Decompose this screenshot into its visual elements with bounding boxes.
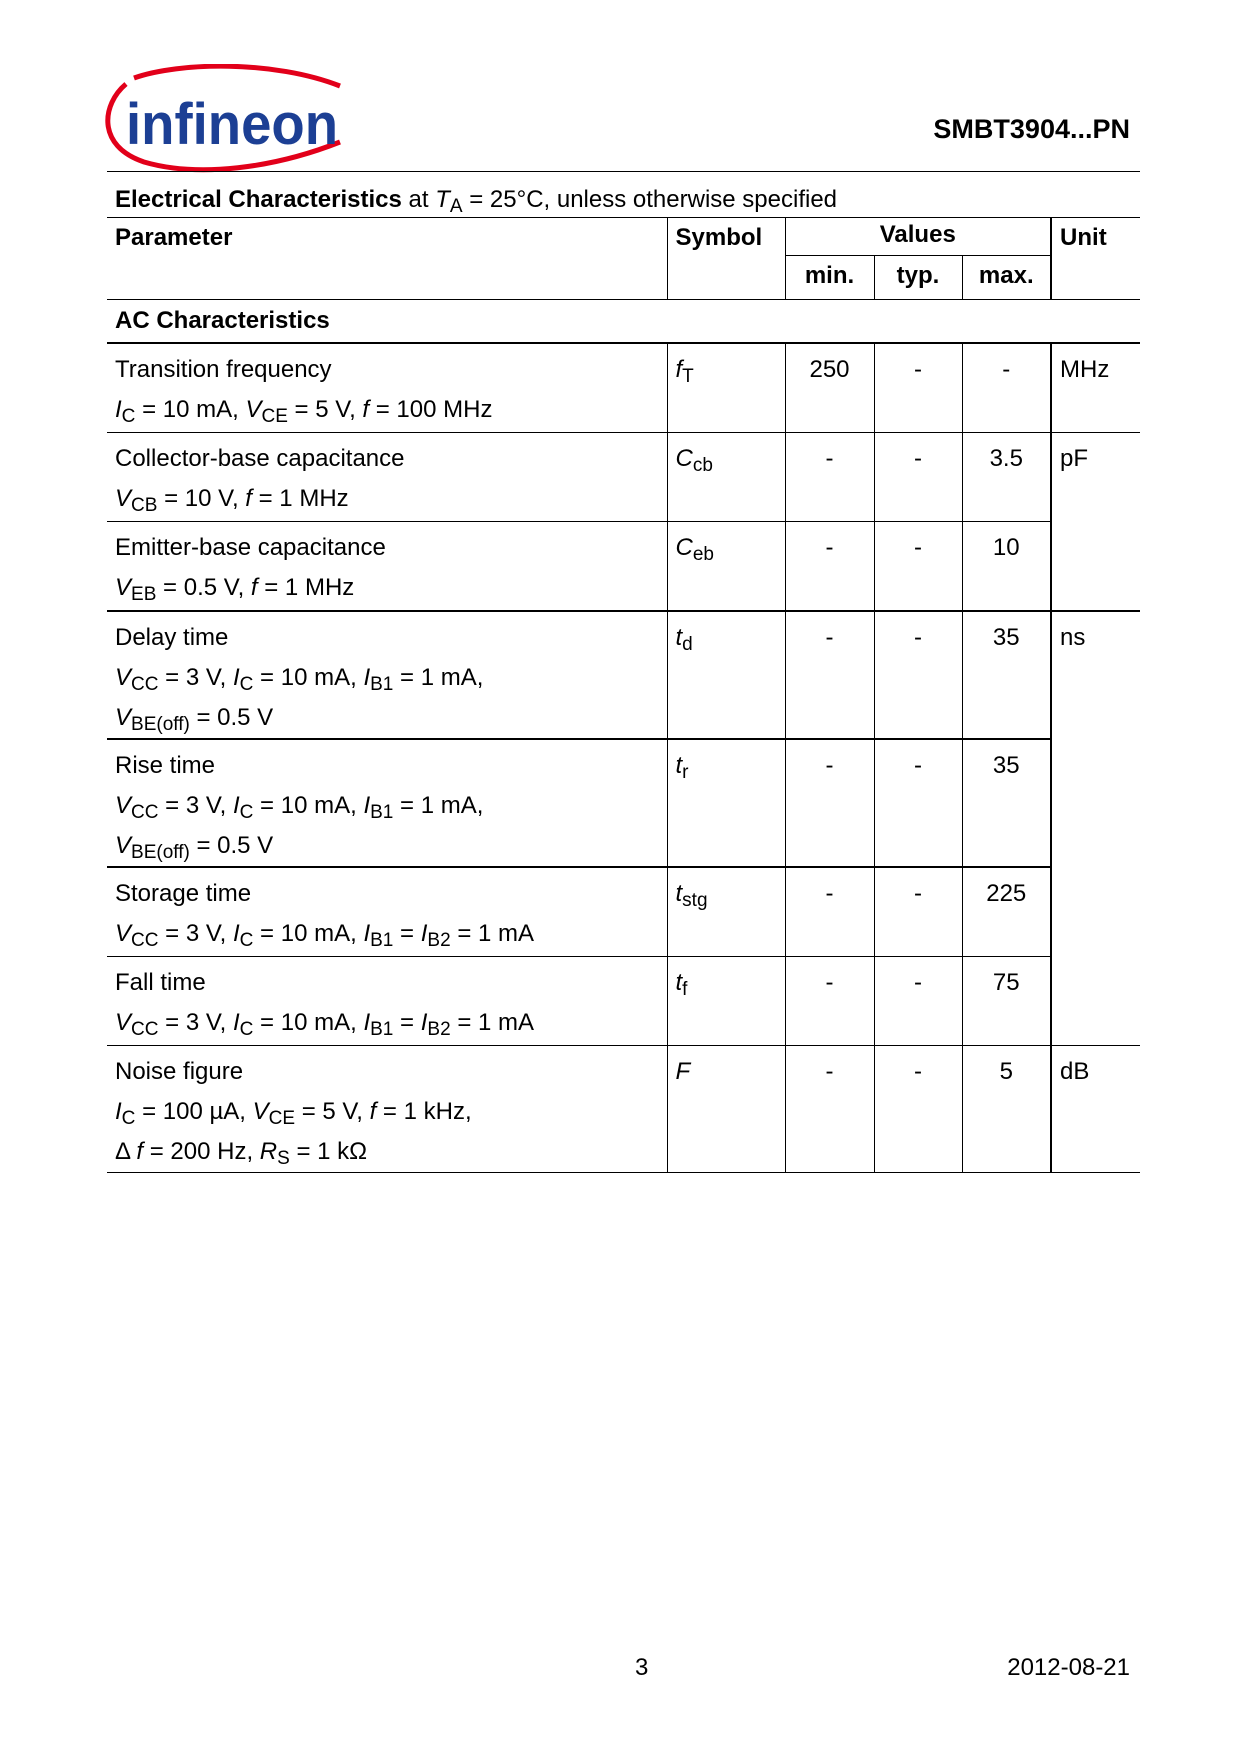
table-row: Fall time $V_{CC} = 3$ V, $I_C = 10$ mA, $I_{B1} = I_{B2} = 1$ mA $t_f$ - - 75 [107, 957, 1140, 1046]
table-caption: Electrical Characteristics at $T_A = 25^\circ C$, unless otherwise specified [107, 183, 1140, 218]
col-header-unit: Unit [1051, 218, 1140, 300]
table-row: Storage time $V_{CC} = 3$ V, $I_C = 10$ mA, $I_{B1} = I_{B2} = 1$ mA $t_{stg}$ - - 225 [107, 867, 1140, 957]
table-row: Delay time $V_{CC} = 3$ V, $I_C = 10$ mA, $I_{B1} = 1$ mA, $V_{BE(off)} = 0.5$ V $t_d$ - - 35 ns [107, 611, 1140, 739]
header-rule [107, 171, 1140, 172]
infineon-logo [104, 64, 346, 176]
document-title: SMBT3904...PN [933, 114, 1130, 144]
table-row: Collector-base capacitance $V_{CB} = 10$ V, f = 1 MHz $C_{cb}$ - - 3.5 pF [107, 433, 1140, 522]
col-header-parameter: Parameter [107, 218, 667, 300]
col-header-values: Values [785, 218, 1051, 255]
table-row: Transition frequency $I_C = 10$ mA, $V_{CE} = 5$ V, f = 100 MHz $f_T$ 250 - - MHz [107, 343, 1140, 433]
table-row: Rise time $V_{CC} = 3$ V, $I_C = 10$ mA, $I_{B1} = 1$ mA, $V_{BE(off)} = 0.5$ V $t_r$ - - 35 [107, 739, 1140, 867]
section-heading: AC Characteristics [107, 300, 1140, 344]
page-number: 3 [635, 1654, 649, 1681]
document-date: 2012-08-21 [1007, 1654, 1130, 1681]
col-header-min: min. [785, 255, 874, 299]
logo-wordmark: infineon [126, 92, 338, 157]
table-row: Emitter-base capacitance $V_{EB} = 0.5$ V, f = 1 MHz $C_{eb}$ - - 10 [107, 522, 1140, 612]
electrical-characteristics-table [107, 183, 1140, 1173]
col-header-max: max. [962, 255, 1051, 299]
col-header-symbol: Symbol [667, 218, 785, 300]
table-row: Noise figure $I_C = 100$ µA, $V_{CE} = 5$ V, f = 1 kHz, Δ f = 200 Hz, $R_S = 1$ kΩ F - - 5 dB [107, 1046, 1140, 1173]
col-header-typ: typ. [874, 255, 962, 299]
